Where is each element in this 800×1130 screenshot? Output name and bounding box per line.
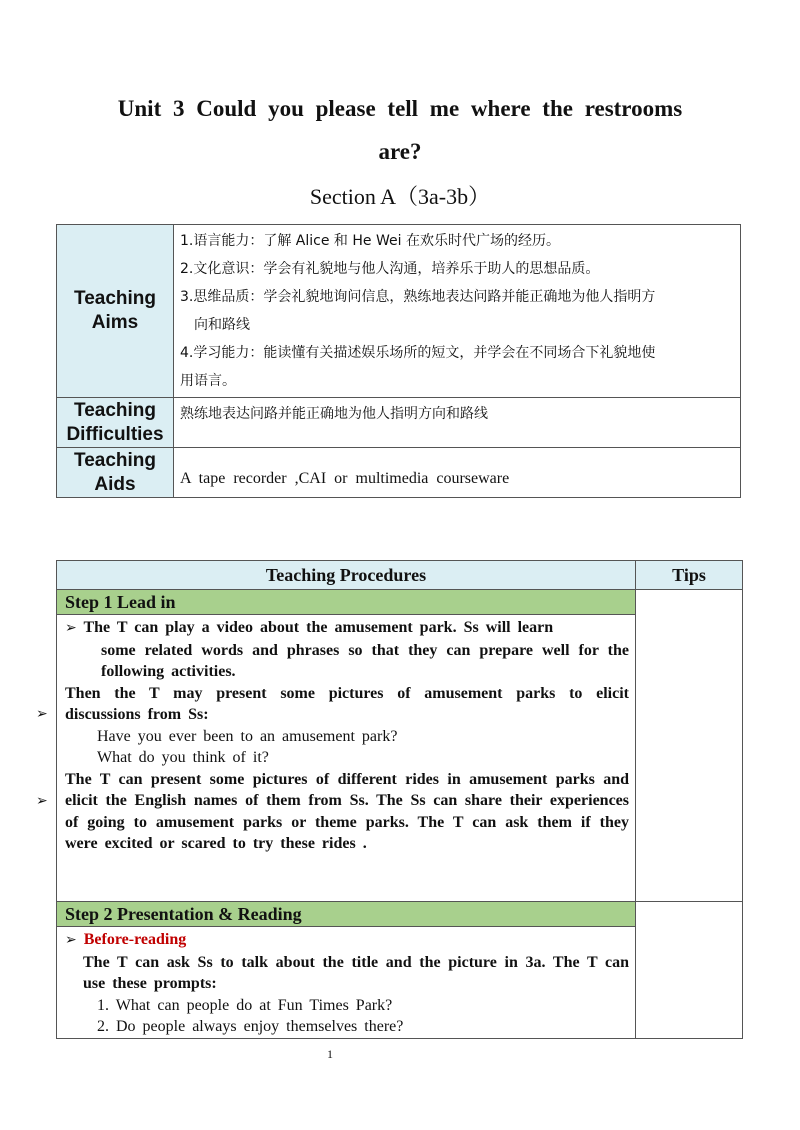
aim-item: 1.语言能力：了解 Alice 和 He Wei 在欢乐时代广场的经历。 (180, 233, 560, 249)
arrow-bullet-icon: ➢ (36, 706, 48, 722)
teaching-difficulties-label-text: Teaching Difficulties (66, 399, 164, 445)
teaching-difficulties-label (57, 398, 174, 448)
arrow-bullet-icon: ➢ (36, 793, 48, 809)
teaching-info-table (56, 224, 741, 498)
teaching-aids-label-text: Teaching Aids (74, 449, 156, 495)
step1-tips-cell (636, 590, 743, 902)
step1-line: The T can play a video about the amusement park. Ss will learn (83, 619, 554, 636)
step1-question: Have you ever been to an amusement park? (97, 727, 398, 745)
aim-item-continued: 用语言。 (180, 373, 236, 389)
page-number: 1 (327, 1047, 333, 1061)
step2-content (57, 927, 636, 1039)
teaching-aims-label-text: Teaching Aims (74, 288, 156, 333)
document-title: Unit 3 Could you please tell me where the restrooms (117, 96, 683, 121)
difficulties-text: 熟练地表达问路并能正确地为他人指明方向和路线 (180, 406, 488, 422)
before-reading-label: Before-reading (83, 931, 187, 948)
document-title-continued: are? (378, 139, 422, 164)
teaching-aims-label (57, 225, 174, 398)
section-subtitle: Section A（3a-3b） (309, 184, 491, 209)
aim-item: 3.思维品质：学会礼貌地询问信息，熟练地表达问路并能正确地为他人指明方 (180, 289, 656, 305)
arrow-bullet-icon: ➢ (65, 932, 77, 948)
before-reading-heading (65, 929, 629, 952)
step2-prompt: 1. What can people do at Fun Times Park? (97, 996, 393, 1014)
teaching-aims-content (174, 225, 741, 398)
teaching-aids-label (57, 448, 174, 498)
step2-tips-cell (636, 902, 743, 1039)
tips-header: Tips (636, 561, 743, 590)
aim-item-continued: 向和路线 (194, 317, 250, 333)
step1-title: Step 1 Lead in (57, 590, 636, 615)
step2-prompt: 2. Do people always enjoy themselves there? (97, 1018, 404, 1035)
step1-content (57, 615, 636, 902)
teaching-procedures-table (56, 560, 743, 1039)
step1-item (65, 617, 629, 640)
step1-question: What do you think of it? (97, 749, 269, 766)
aim-item: 4.学习能力：能读懂有关描述娱乐场所的短文，并学会在不同场合下礼貌地使 (180, 345, 656, 361)
procedures-header: Teaching Procedures (57, 561, 636, 590)
arrow-bullet-icon: ➢ (65, 620, 77, 636)
teaching-aids-content: A tape recorder ,CAI or multimedia courseware (174, 448, 741, 498)
teaching-difficulties-content (174, 398, 741, 448)
step1-line: The T can present some pictures of different rides in amusement parks and elicit the English names of them from Ss. The Ss can share their experiences of going to amusement parks or theme parks. The T can ask them if they were excited or scared to try these rides . (65, 770, 629, 852)
step2-title: Step 2 Presentation & Reading (57, 902, 636, 927)
aim-item: 2.文化意识：学会有礼貌地与他人沟通，培养乐于助人的思想品质。 (180, 261, 600, 277)
step1-line: Then the T may present some pictures of amusement parks to elicit discussions from Ss: (65, 684, 629, 723)
step1-line: some related words and phrases so that they can prepare well for the following activities. (101, 641, 629, 680)
step2-line: The T can ask Ss to talk about the title and the picture in 3a. The T can use these prompts: (83, 953, 629, 992)
